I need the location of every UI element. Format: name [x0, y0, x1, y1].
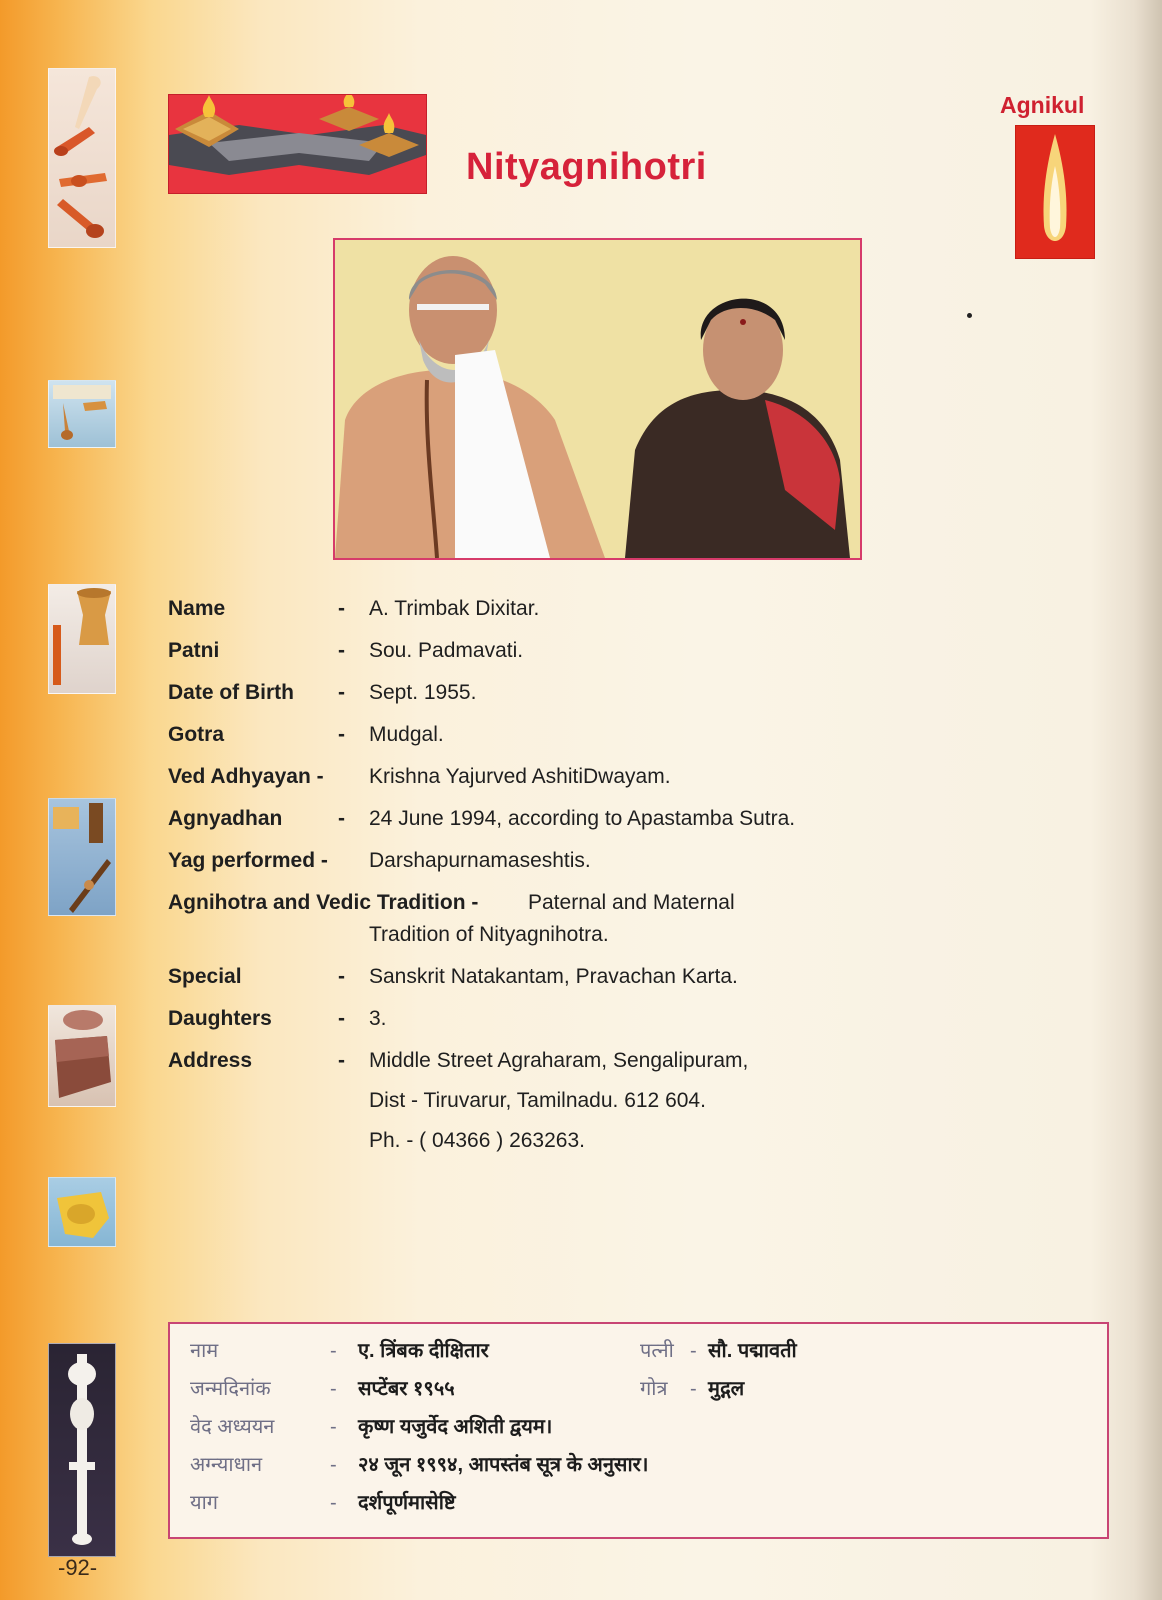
profile-label: Special: [168, 965, 242, 988]
profile-value: Middle Street Agraharam, Sengalipuram,: [369, 1049, 749, 1072]
couple-portrait-image: [335, 240, 860, 558]
hindi-value: २४ जून १९९४, आपस्तंब सूत्र के अनुसार।: [358, 1454, 649, 1476]
carved-staff-icon: [49, 1344, 115, 1556]
hindi-value: मुद्गल: [708, 1378, 745, 1400]
separator-dash: -: [338, 807, 345, 830]
profile-value: Sept. 1955.: [369, 681, 477, 704]
profile-value: Dist - Tiruvarur, Tamilnadu. 612 604.: [369, 1089, 706, 1112]
ritual-tools-thumbnail-7: [48, 1343, 116, 1557]
profile-value: Sanskrit Natakantam, Pravachan Karta.: [369, 965, 738, 988]
profile-label: Patni: [168, 639, 220, 662]
hindi-value: कृष्ण यजुर्वेद अशिती द्वयम।: [358, 1416, 553, 1438]
yellow-vessel-icon: [49, 1178, 115, 1246]
separator-dash: -: [330, 1416, 337, 1438]
profile-label: Date of Birth: [168, 681, 294, 704]
profile-value: Ph. - ( 04366 ) 263263.: [369, 1129, 585, 1152]
fire-altar-icon: [169, 95, 426, 193]
wooden-vessel-icon: [49, 585, 115, 693]
hindi-label: गोत्र: [640, 1378, 668, 1400]
separator-dash: -: [690, 1340, 697, 1362]
separator-dash: -: [338, 723, 345, 746]
profile-label: Yag performed -: [168, 849, 328, 872]
couple-photo: [333, 238, 862, 560]
stray-mark: [967, 313, 972, 318]
profile-label: Ved Adhyayan -: [168, 765, 324, 788]
hindi-value: ए. त्रिंबक दीक्षितार: [358, 1340, 489, 1362]
separator-dash: -: [338, 1049, 345, 1072]
hindi-label: जन्मदिनांक: [190, 1378, 271, 1400]
hindi-label: याग: [190, 1492, 219, 1514]
separator-dash: -: [330, 1492, 337, 1514]
separator-dash: -: [338, 597, 345, 620]
ritual-tools-thumbnail-2: [48, 380, 116, 448]
profile-value: Paternal and Maternal: [528, 891, 735, 914]
hindi-label: नाम: [190, 1340, 219, 1362]
hindi-label: अग्न्याधान: [190, 1454, 263, 1476]
hindi-summary-box: [168, 1322, 1109, 1539]
profile-value: Darshapurnamaseshtis.: [369, 849, 591, 872]
profile-value: 24 June 1994, according to Apastamba Sutra.: [369, 807, 796, 830]
separator-dash: -: [690, 1378, 697, 1400]
separator-dash: -: [330, 1454, 337, 1476]
ritual-tools-thumbnail-5: [48, 1005, 116, 1107]
profile-value: Mudgal.: [369, 723, 444, 746]
ritual-ladle-icon: [49, 381, 115, 447]
hindi-value: दर्शपूर्णमासेष्टि: [358, 1492, 456, 1514]
profile-value: Krishna Yajurved AshitiDwayam.: [369, 765, 671, 788]
profile-label: Gotra: [168, 723, 225, 746]
ritual-spoons-icon: [49, 69, 115, 247]
ritual-tools-thumbnail-6: [48, 1177, 116, 1247]
page-title: Nityagnihotri: [466, 146, 707, 188]
profile-label: Name: [168, 597, 226, 620]
fire-drill-icon: [49, 799, 115, 915]
profile-value: 3.: [369, 1007, 387, 1030]
stone-block-icon: [49, 1006, 115, 1106]
ritual-tools-thumbnail-3: [48, 584, 116, 694]
separator-dash: -: [338, 681, 345, 704]
profile-label: Address: [168, 1049, 253, 1072]
separator-dash: -: [338, 1007, 345, 1030]
page-number: -92-: [58, 1555, 98, 1580]
profile-value: Tradition of Nityagnihotra.: [369, 923, 609, 946]
separator-dash: -: [338, 965, 345, 988]
hindi-value: सप्टेंबर १९५५: [358, 1378, 455, 1400]
profile-label: Daughters: [168, 1007, 272, 1030]
hindi-label: वेद अध्ययन: [190, 1416, 275, 1438]
separator-dash: -: [330, 1378, 337, 1400]
ritual-tools-thumbnail-4: [48, 798, 116, 916]
hindi-label: पत्नी: [640, 1340, 674, 1362]
flame-icon: [1016, 126, 1094, 258]
profile-value: Sou. Padmavati.: [369, 639, 524, 662]
agnikul-flame-badge: [1015, 125, 1095, 259]
separator-dash: -: [330, 1340, 337, 1362]
ritual-tools-thumbnail-1: [48, 68, 116, 248]
profile-label: Agnihotra and Vedic Tradition -: [168, 891, 479, 914]
yagna-altar-logo: [168, 94, 427, 194]
separator-dash: -: [338, 639, 345, 662]
profile-value: A. Trimbak Dixitar.: [369, 597, 540, 620]
profile-label: Agnyadhan: [168, 807, 283, 830]
category-label: Agnikul: [1000, 92, 1085, 118]
hindi-value: सौ. पद्मावती: [708, 1340, 797, 1362]
